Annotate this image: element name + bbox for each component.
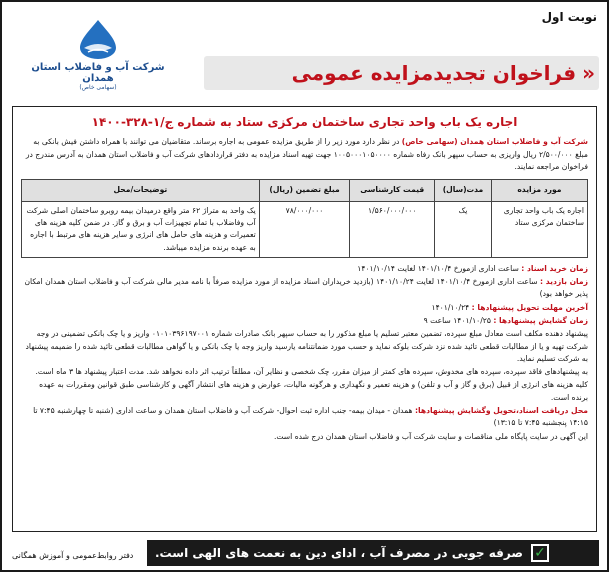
deposit-paragraph: پیشنهاد دهنده مکلف است معادل مبلغ سپرده، تضمین معتبر تسلیم یا مبلغ مذکور را به حساب سپهر بانک صادرات شماره ۰۱۰۱۰۳۹۶۱۹۷۰۰۱ واریز و یا چک بانکی تضمینی در وجه شرکت تهیه و یا از مطالبات قطعی تائید شده نزد شرکت بلوکه نماید و حسب مورد ضمانتنامه یارسید واریز وجه یا چک بانکی و یا گواهی مطالبات قطعی تائید شده را ضمیمه پیشنهاد به شرکت تسلیم نماید. (25, 329, 588, 363)
th-description: توضیحات/محل (22, 180, 260, 201)
deadline (21, 302, 588, 314)
cell-description: یک واحد به متراژ ۶۲ متر واقع درمیدان بیمه روبرو ساختمان اصلی شرکت آب وفاضلاب با تمام تجهیزات آب و برق و گاز. در ضمن کلیه هزینه های تعمیرات و هزینه های حامل های انرژی و سایر هزینه های مرتبط با اجاره به عهده برنده مزایده میباشد. (22, 201, 260, 257)
sale-text: ساعت اداری ازمورخ ۱۴۰۱/۱۰/۴ لغایت ۱۴۰۱/۱۰/۱۴ (357, 263, 522, 273)
nobat-label: نوبت اول (541, 10, 597, 24)
subject-title: اجاره یک باب واحد تجاری ساختمان مرکزی ستاد به شماره ج/۱-۳۲۸-۱۴۰۰ (91, 115, 518, 129)
auction-table (21, 179, 588, 257)
slogan-text: صرفه جویی در مصرف آب ، ادای دین به نعمت های الهی است. (155, 546, 523, 560)
cell-price: ۱/۵۶۰/۰۰۰/۰۰۰ (350, 201, 435, 257)
page-title: فراخوان تجدیدمزایده عمومی (291, 61, 577, 85)
invalid-bids-paragraph: به پیشنهادهای فاقد سپرده، سپرده های مخدوش، سپرده های کمتر از میزان مقرر، چک شخصی و نظایر آن، مطلقاً ترتیب اثر داده نخواهد شد. مدت اعتبار پیشنهاد ها ۳ ماه است. (35, 367, 588, 377)
cell-guarantee: ۷۸/۰۰۰/۰۰۰ (259, 201, 350, 257)
th-guarantee: مبلغ تضمین (ریال) (259, 180, 350, 201)
intro-company: شرکت آب و فاضلاب استان همدان (سهامی خاص) (401, 137, 588, 147)
address-paragraph (21, 405, 588, 430)
table-row (22, 201, 588, 257)
cell-duration: یک (435, 201, 492, 257)
check-icon: ✓ (531, 544, 549, 562)
opening-time (21, 315, 588, 327)
opening-text: ۱۴۰۱/۱۰/۲۵ ساعت ۹ (423, 316, 494, 325)
visit-time (21, 276, 588, 301)
intro-paragraph (21, 136, 588, 173)
opening-label: زمان گشایش پیشنهادها : (493, 316, 588, 325)
th-price: قیمت کارشناسی (350, 180, 435, 201)
visit-label: زمان بازدید : (540, 277, 588, 287)
publication-paragraph: این آگهی در سایت پایگاه ملی مناقصات و سایت شرکت آب و فاضلاب استان همدان درج شده است. (273, 431, 588, 441)
sale-time (21, 263, 588, 275)
address-label: محل دریافت اسناد،تحویل وگشایش پیشنهادها: (414, 406, 588, 416)
deadline-text: ۱۴۰۱/۱۰/۲۴ (431, 302, 472, 312)
visit-text: ساعت اداری ازمورخ ۱۴۰۱/۱۰/۴ لغایت ۱۴۰۱/۱۰/۲۴ (بازدید خریداران اسناد مزایده از مورد مزایده صرفاً با نامه مدیر مالی شرکت آب و فاضلاب استان همدان امکان پذیر خواهد بود) (24, 277, 588, 299)
sale-label: زمان خرید اسناد : (521, 263, 588, 273)
chevrons-icon: « (582, 61, 591, 85)
footer-department: دفتر روابط‌عمومی و آموزش همگانی (12, 551, 134, 560)
footer (2, 534, 607, 570)
address-text: همدان - میدان بیمه- جنب اداره ثبت احوال- شرکت آب و فاضلاب استان همدان و ساعت اداری (شنبه تا چهارشنبه ۷:۴۵ تا ۱۴:۱۵ پنجشنبه ۷:۴۵ تا ۱۳:۱۵) (33, 406, 588, 428)
logo-company-name: شرکت آب و فاضلاب استان همدان (31, 62, 165, 84)
cell-item: اجاره یک باب واحد تجاری ساختمان مرکزی ستاد (491, 201, 587, 257)
slogan-bar (147, 540, 599, 566)
title-bar (204, 56, 599, 90)
ad-content (12, 106, 597, 532)
th-duration: مدت(سال) (435, 180, 492, 201)
costs-paragraph: کلیه هزینه های انرژی از قبیل (برق و گاز و آب و تلفن) و هزینه تعمیر و نگهداری و هرگونه مالیات، عوارض و هزینه های انتشار آگهی و کارشناسی طبق قوانین ومقررات به عهده برنده است. (39, 380, 588, 402)
water-drop-icon (70, 18, 126, 60)
th-item: مورد مزایده (491, 180, 587, 201)
deadline-label: آخرین مهلت تحویل پیشنهادها : (471, 302, 588, 312)
company-logo (14, 18, 182, 92)
header (2, 2, 607, 98)
logo-company-sub: (سهامی خاص) (79, 84, 117, 91)
intro-text: در نظر دارد مورد زیر را از طریق مزایده عمومی به اجاره برساند. متقاضیان می توانند با همراه داشتن فیش بانکی به مبلغ ۲/۵۰۰/۰۰۰ ریال واریزی به حساب سپهر بانک رفاه شماره ۱۰۰۵۰۰۰۱۰۵۰۰۰۰ جهت تهیه اسناد مزایده به دفتر قراردادهای شرکت آب و فاضلاب استان همدان به آدرس مندرج در فراخوان مراجعه نمایند. (25, 137, 588, 172)
